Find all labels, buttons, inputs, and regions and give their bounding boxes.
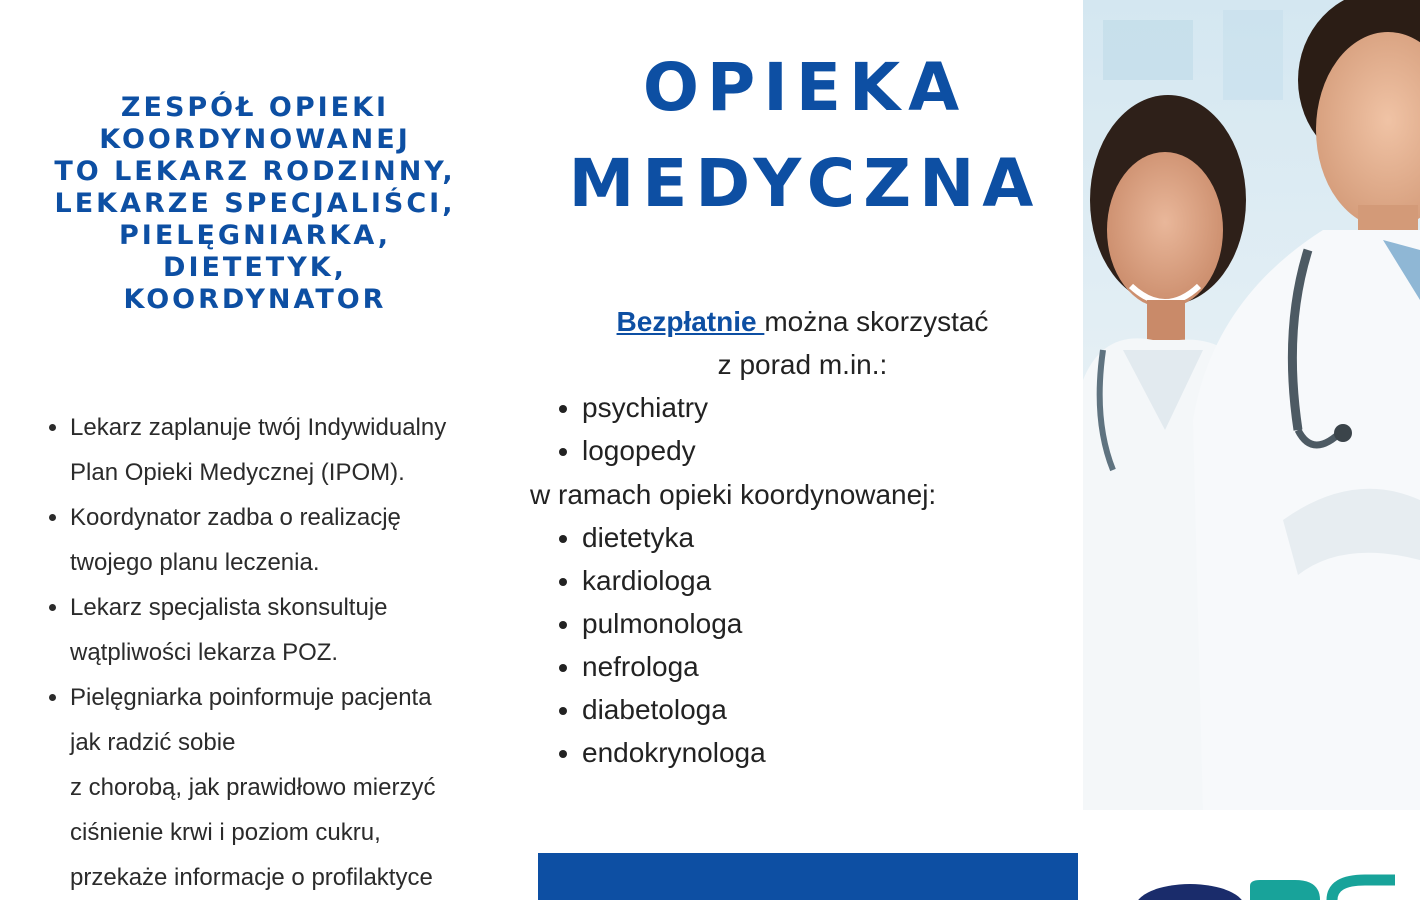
list-item-line: z chorobą, jak prawidłowo mierzyć (70, 774, 436, 801)
list-item: • logopedy (582, 429, 708, 472)
services-intro (530, 300, 1075, 386)
team-heading-line: KOORDYNOWANEJ (99, 124, 411, 155)
logo-shapes (1120, 870, 1420, 900)
coordinated-specialists-list (530, 516, 766, 774)
list-item-line: twojego planu leczenia. (70, 549, 320, 576)
list-item-line: • Pielęgniarka poinformuje pacjenta (70, 684, 432, 711)
page-title (540, 40, 1070, 232)
team-heading (20, 92, 490, 316)
partial-logo (1120, 870, 1420, 900)
list-item: • endokrynologa (582, 731, 766, 774)
services-intro-line: z porad m.in.: (717, 349, 888, 380)
list-item-line: przekaże informacje o profilaktyce (70, 864, 433, 891)
team-duties-list (40, 405, 540, 900)
list-item-line: • Koordynator zadba o realizację (70, 504, 401, 531)
free-link[interactable]: Bezpłatnie (616, 306, 765, 337)
list-item (70, 495, 540, 585)
page-title-line: OPIEKA (642, 49, 968, 126)
list-item: • pulmonologa (582, 602, 766, 645)
list-item: • nefrologa (582, 645, 766, 688)
list-item-line: • Lekarz specjalista skonsultuje (70, 594, 388, 621)
list-item-line: wątpliwości lekarza POZ. (70, 639, 339, 666)
doctors-illustration (1083, 0, 1420, 812)
list-item (70, 675, 540, 900)
team-heading-line: KOORDYNATOR (123, 284, 387, 315)
list-item-line: • Lekarz zaplanuje twój Indywidualny (70, 414, 447, 441)
services-intro-text: można skorzystać (764, 306, 989, 337)
list-item-line: Plan Opieki Medycznej (IPOM). (70, 459, 405, 486)
page-title-line: MEDYCZNA (568, 145, 1042, 222)
list-item: • dietetyka (582, 516, 766, 559)
list-item: • psychiatry (582, 386, 708, 429)
list-item (70, 585, 540, 675)
team-heading-line: PIELĘGNIARKA, (119, 220, 391, 251)
list-item-line: jak radzić sobie (70, 729, 236, 756)
list-item-line: ciśnienie krwi i poziom cukru, (70, 819, 381, 846)
team-heading-line: DIETETYK, (163, 252, 347, 283)
team-heading-line: ZESPÓŁ OPIEKI (120, 92, 390, 123)
doctors-photo (1083, 0, 1420, 812)
free-consultations-list (530, 386, 708, 472)
blue-footer-bar (538, 853, 1078, 900)
list-item (70, 405, 540, 495)
coordinated-care-label: w ramach opieki koordynowanej: (530, 479, 937, 510)
services-intro-line (530, 300, 1075, 343)
list-item: • diabetologa (582, 688, 766, 731)
team-heading-line: TO LEKARZ RODZINNY, (54, 156, 456, 187)
list-item: • kardiologa (582, 559, 766, 602)
team-heading-line: LEKARZE SPECJALIŚCI, (54, 188, 456, 219)
